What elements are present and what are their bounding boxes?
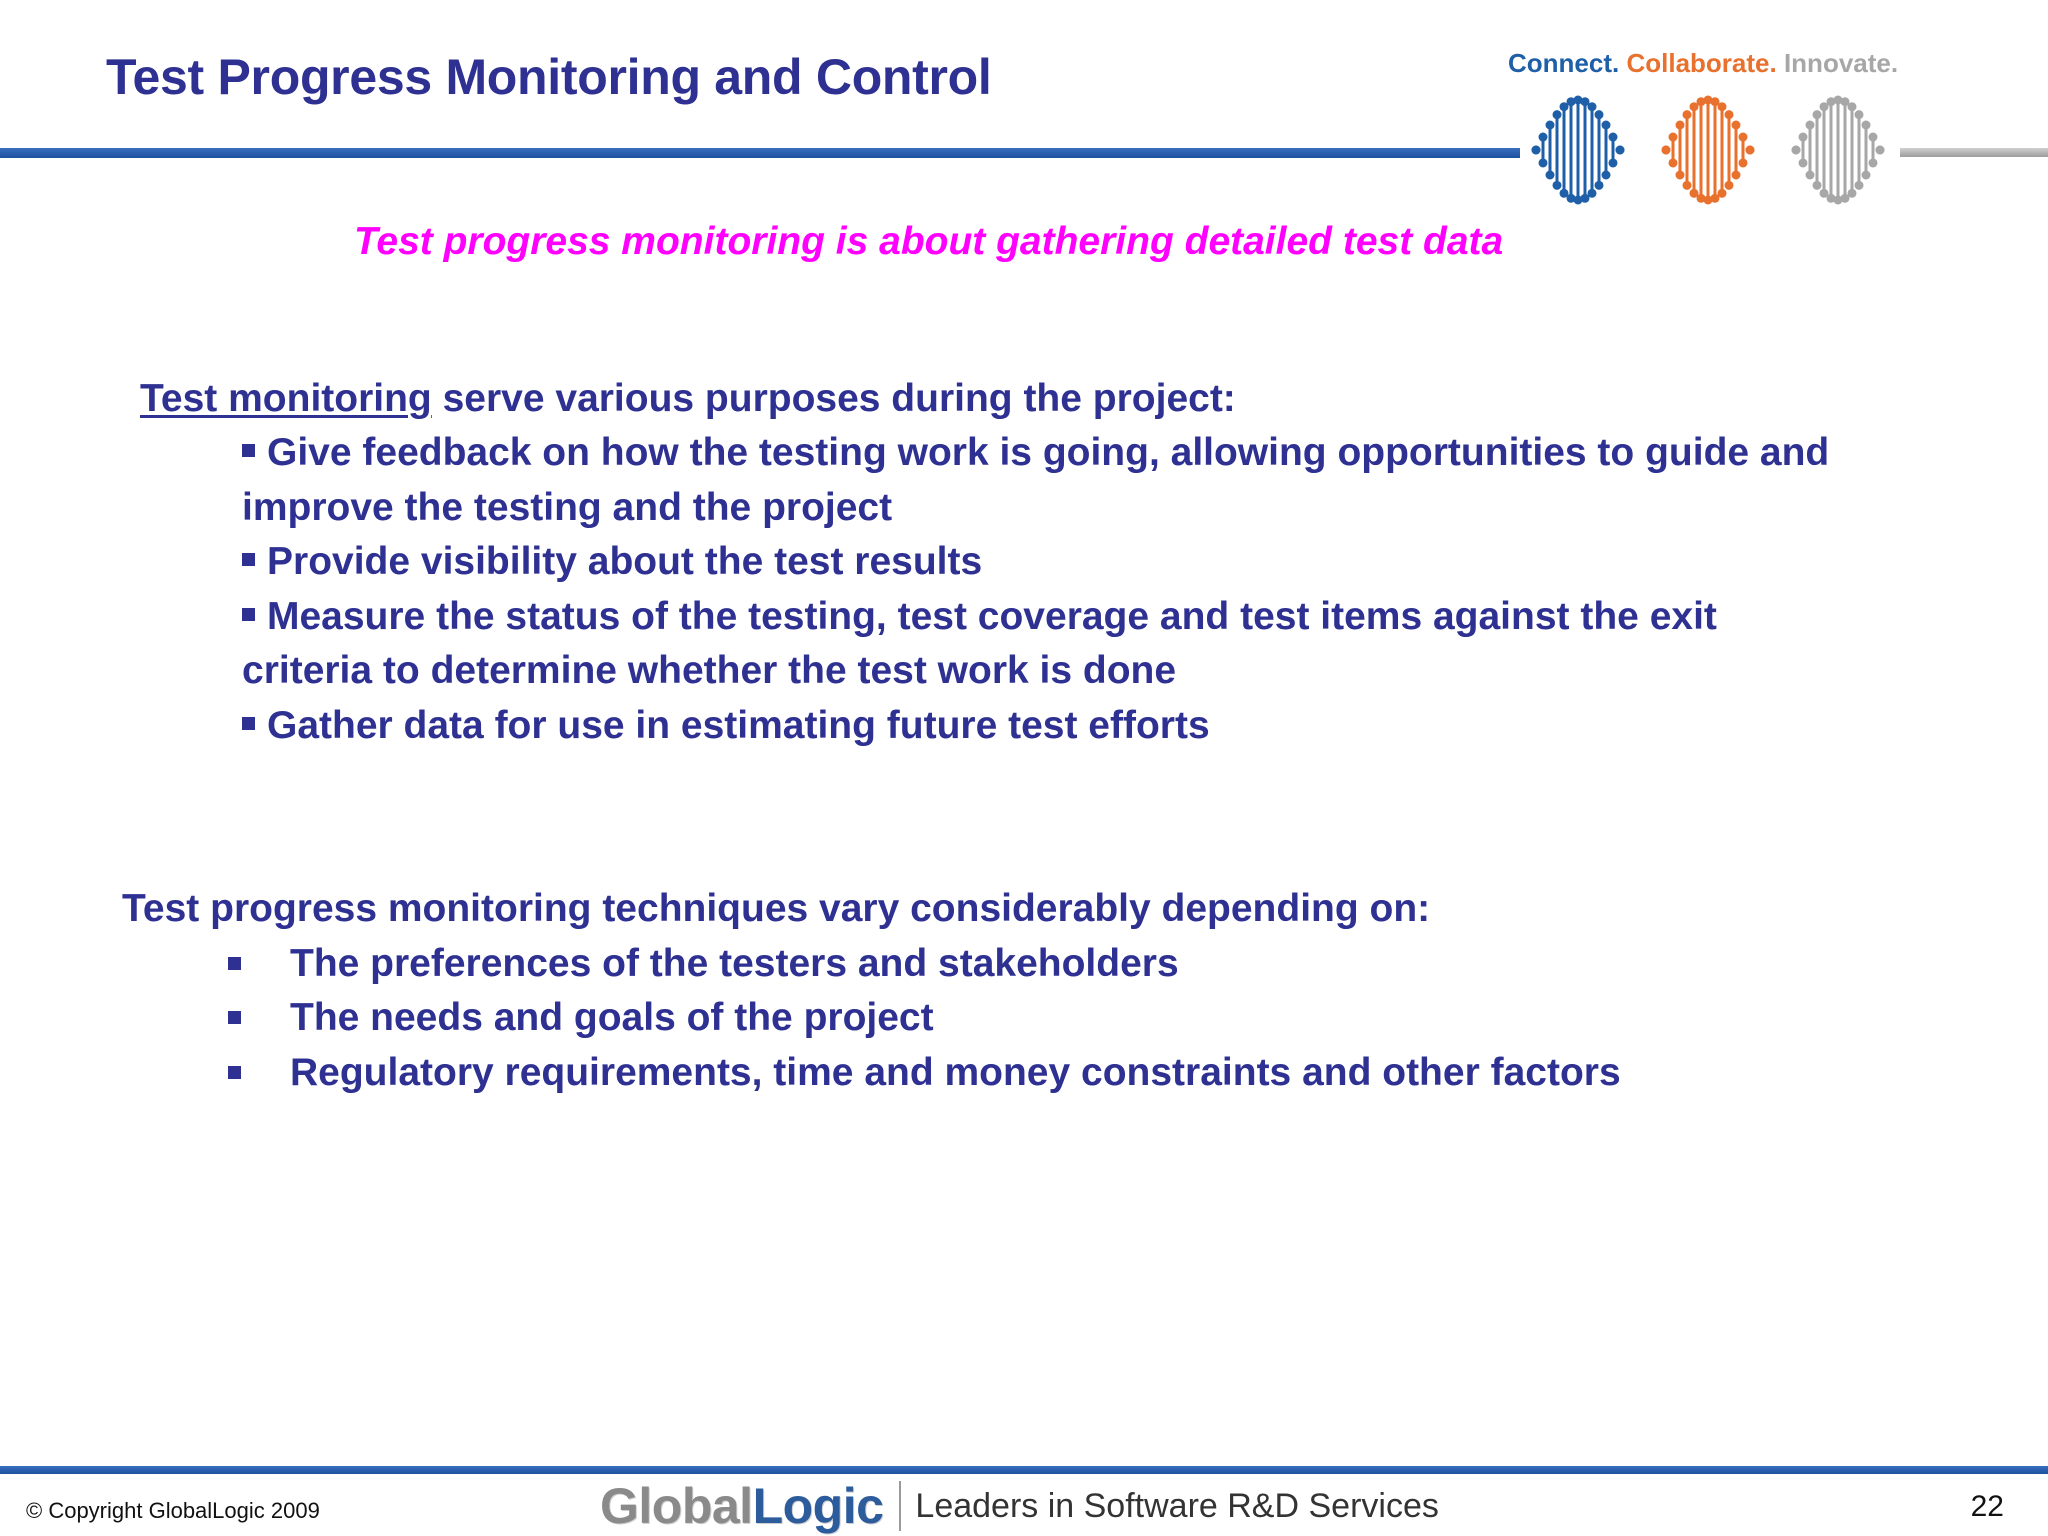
helix-node — [1595, 110, 1604, 119]
helix-node — [1588, 102, 1597, 111]
tagline — [1508, 48, 1898, 79]
list-item — [228, 1046, 1621, 1101]
purposes-list — [242, 426, 1942, 753]
helix-node — [1732, 121, 1741, 130]
helix-node — [1683, 110, 1692, 119]
purposes-heading — [140, 372, 1942, 426]
square-bullet-icon — [228, 1066, 241, 1079]
globallogic-logo — [600, 1477, 883, 1535]
helix-node — [1676, 121, 1685, 130]
techniques-section — [122, 882, 1621, 1100]
list-item-text: Give feedback on how the testing work is going, allowing opportunities to guide and improve the testing and the project — [242, 431, 1830, 529]
helix-node — [1799, 158, 1808, 167]
helix-node — [1718, 102, 1727, 111]
helix-node — [1725, 110, 1734, 119]
helix-node — [1602, 171, 1611, 180]
dna-helix-logo-icon — [1508, 92, 1908, 208]
helix-node — [1739, 158, 1748, 167]
list-item — [242, 590, 1762, 699]
helix-node — [1539, 158, 1548, 167]
logo-global: Global — [600, 1478, 753, 1534]
helix-node — [1876, 146, 1885, 155]
helix-node — [1662, 146, 1671, 155]
helix-node — [1813, 110, 1822, 119]
helix-node — [1609, 158, 1618, 167]
techniques-heading: Test progress monitoring techniques vary considerably depending on: — [122, 887, 1431, 930]
footer-rule — [0, 1466, 2048, 1474]
list-item-text: Gather data for use in estimating future test efforts — [267, 703, 1210, 747]
square-bullet-icon — [228, 1011, 241, 1024]
purposes-section — [140, 372, 1942, 753]
list-item-text: The preferences of the testers and stakeholders — [290, 941, 1179, 985]
list-item — [242, 426, 1942, 535]
copyright-notice: © Copyright GlobalLogic 2009 — [26, 1498, 320, 1523]
helix-node — [1806, 171, 1815, 180]
slide-subtitle: Test progress monitoring is about gathering detailed test data — [354, 220, 1504, 263]
helix-node — [1553, 110, 1562, 119]
helix-node — [1602, 121, 1611, 130]
helix-node — [1813, 181, 1822, 190]
helix-node — [1855, 181, 1864, 190]
list-item-text: Measure the status of the testing, test coverage and test items against the exit criteria to determine whether the test work is done — [242, 594, 1717, 692]
helix-node — [1732, 171, 1741, 180]
list-item — [228, 937, 1621, 992]
logo-logic: Logic — [752, 1478, 884, 1534]
square-bullet-icon — [242, 553, 255, 566]
helix-node — [1595, 181, 1604, 190]
helix-node — [1553, 181, 1562, 190]
helix-node — [1676, 171, 1685, 180]
helix-node — [1669, 133, 1678, 142]
square-bullet-icon — [228, 957, 241, 970]
helix-node — [1862, 121, 1871, 130]
helix-node — [1669, 158, 1678, 167]
helix-node — [1869, 158, 1878, 167]
helix-node — [1739, 133, 1748, 142]
list-item-text: The needs and goals of the project — [290, 996, 934, 1039]
helix-node — [1546, 121, 1555, 130]
helix-node — [1792, 146, 1801, 155]
helix-node — [1862, 171, 1871, 180]
helix-node — [1746, 146, 1755, 155]
list-item — [242, 535, 1942, 590]
techniques-list — [228, 937, 1621, 1101]
purposes-heading-term: Test monitoring — [140, 377, 432, 420]
footer-logo — [600, 1478, 1439, 1534]
page-number: 22 — [1970, 1490, 2004, 1523]
helix-node — [1532, 146, 1541, 155]
square-bullet-icon — [242, 717, 255, 730]
tagline-collaborate: Collaborate. — [1626, 48, 1777, 78]
tagline-innovate: Innovate. — [1783, 48, 1899, 78]
logo-tagline: Leaders in Software R&D Services — [915, 1486, 1439, 1525]
helix-node — [1806, 121, 1815, 130]
square-bullet-icon — [242, 608, 255, 621]
list-item — [228, 991, 1621, 1046]
list-item — [242, 699, 1942, 754]
helix-node — [1588, 189, 1597, 198]
helix-node — [1609, 133, 1618, 142]
purposes-heading-rest: serve various purposes during the project: — [431, 377, 1236, 420]
helix-node — [1848, 189, 1857, 198]
helix-node — [1718, 189, 1727, 198]
slide-title: Test Progress Monitoring and Control — [106, 49, 992, 105]
helix-node — [1546, 171, 1555, 180]
list-item-text: Regulatory requirements, time and money constraints and other factors — [290, 1050, 1621, 1094]
helix-node — [1539, 133, 1548, 142]
header-rule — [0, 148, 1520, 158]
helix-node — [1683, 181, 1692, 190]
tagline-connect: Connect. — [1508, 48, 1620, 78]
helix-node — [1855, 110, 1864, 119]
header-rule-grey — [1900, 148, 2048, 157]
square-bullet-icon — [242, 444, 255, 457]
helix-node — [1869, 133, 1878, 142]
list-item-text: Provide visibility about the test results — [267, 540, 983, 583]
helix-node — [1725, 181, 1734, 190]
helix-node — [1848, 102, 1857, 111]
helix-node — [1616, 146, 1625, 155]
logo-divider — [899, 1481, 901, 1531]
helix-node — [1799, 133, 1808, 142]
